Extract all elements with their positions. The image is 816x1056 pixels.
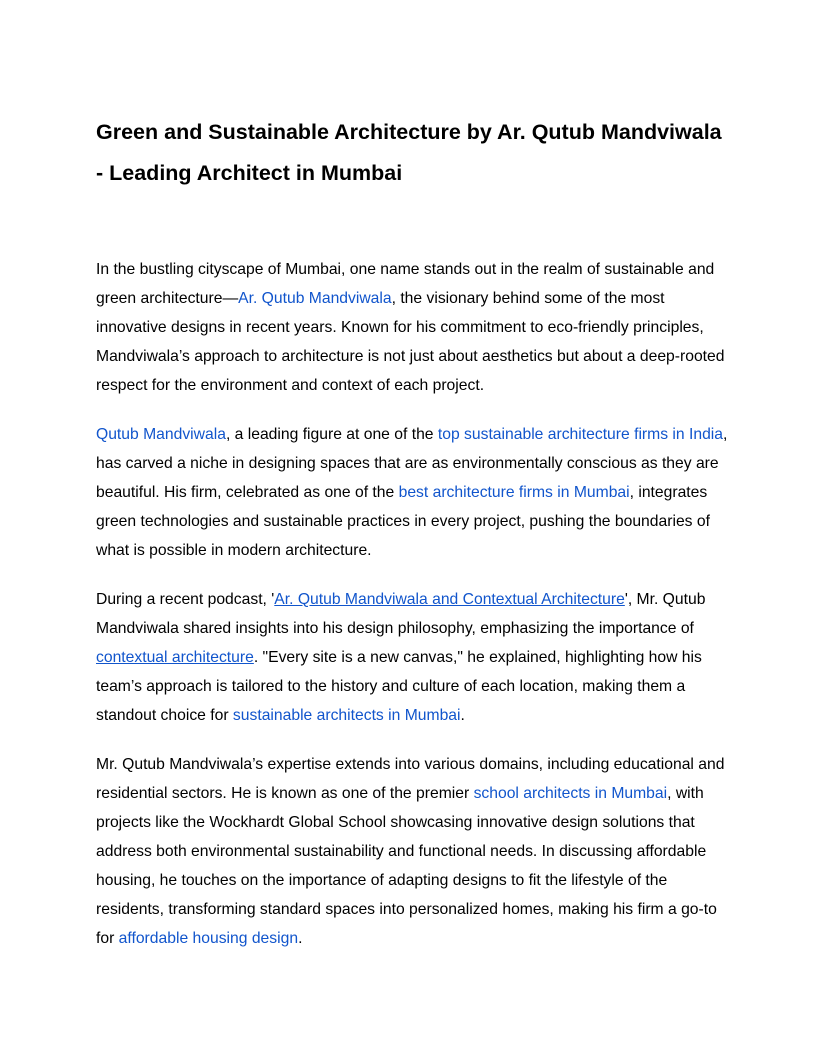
paragraph-intro [96, 255, 728, 400]
text: . [460, 707, 465, 724]
text: ', Mr. Qutub Mandviwala shared insights into his design philosophy, emphasizing the importance of [96, 591, 706, 637]
link-qutub-mandviwala[interactable]: Ar. Qutub Mandviwala [238, 290, 392, 307]
text: , a leading figure at one of the [225, 426, 438, 443]
text: , with projects like the Wockhardt Global School showcasing innovative design solutions that address both environmental sustainability and functional needs. In discussing affordable housing, he touches on the importance of adapting designs to fit the lifestyle of the residents, transforming standard spaces into personalized homes, making his firm a go-to for [96, 785, 717, 947]
text: . [298, 930, 303, 947]
document-title: Green and Sustainable Architecture by Ar. Qutub Mandviwala - Leading Architect in Mumbai [96, 120, 722, 185]
paragraph-podcast [96, 585, 728, 730]
text: During a recent podcast, ' [96, 591, 275, 608]
link-qutub-mandviwala-2[interactable]: Qutub Mandviwala [96, 426, 226, 443]
text: , has carved a niche in designing spaces that are as environmentally conscious as they are beautiful. His firm, celebrated as one of the [96, 426, 728, 501]
link-affordable-housing[interactable]: affordable housing design [118, 930, 299, 947]
text: In the bustling cityscape of Mumbai, one name stands out in the realm of sustainable and green architecture— [96, 261, 715, 307]
document-page [96, 112, 728, 973]
text: Mr. Qutub Mandviwala’s expertise extends into various domains, including educational and residential sectors. He is known as one of the premier [96, 756, 725, 802]
link-podcast[interactable]: Ar. Qutub Mandviwala and Contextual Architecture [274, 591, 625, 608]
text: , integrates green technologies and sustainable practices in every project, pushing the boundaries of what is possible in modern architecture. [96, 484, 710, 559]
paragraph-expertise [96, 750, 728, 953]
paragraph-firm [96, 420, 728, 565]
link-best-architecture-firms[interactable]: best architecture firms in Mumbai [398, 484, 630, 501]
link-school-architects[interactable]: school architects in Mumbai [473, 785, 668, 802]
link-contextual-architecture[interactable]: contextual architecture [96, 649, 254, 666]
link-sustainable-architects[interactable]: sustainable architects in Mumbai [232, 707, 461, 724]
spacer [96, 194, 728, 255]
link-top-sustainable-firms[interactable]: top sustainable architecture firms in India [437, 426, 724, 443]
text: , the visionary behind some of the most innovative designs in recent years. Known for his commitment to eco-friendly principles, Mandviwala’s approach to architecture is not just about aesthetics but about a deep-rooted respect for the environment and context of each project. [96, 290, 725, 394]
text: . "Every site is a new canvas," he explained, highlighting how his team’s approach is tailored to the history and culture of each location, making them a standout choice for [96, 649, 702, 724]
